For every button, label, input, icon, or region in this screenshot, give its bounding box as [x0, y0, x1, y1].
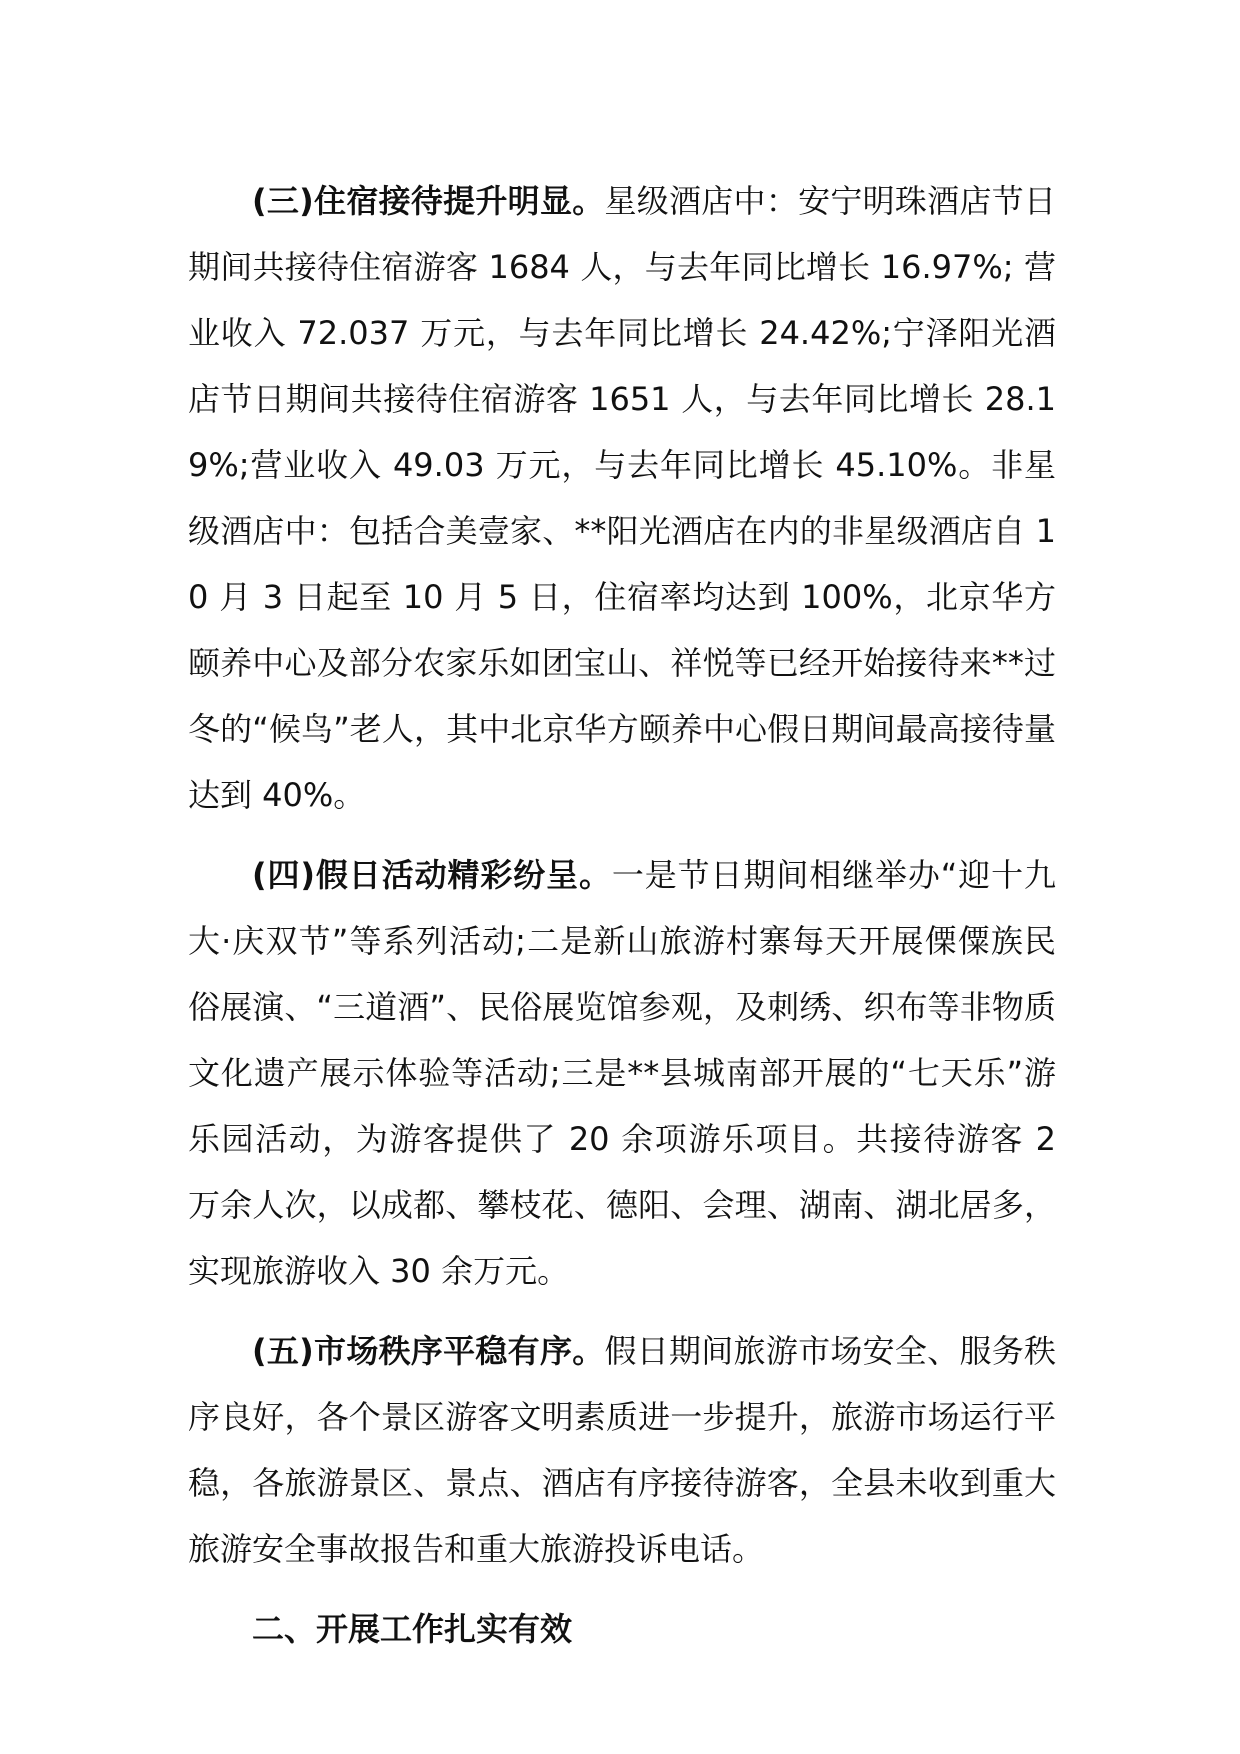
paragraph-body: 一是节日期间相继举办“迎十九大·庆双节”等系列活动;二是新山旅游村寨每天开展傈僳族民俗展演、“三道酒”、民俗展览馆参观，及刺绣、织布等非物质文化遗产展示体验等活动;三是**县城南部开展的“七天乐”游乐园活动，为游客提供了 20 余项游乐项目。共接待游客 2 万余人次，以成都、攀枝花、德阳、会理、湖南、湖北居多，实现旅游收入 30 余万元。	[188, 856, 1056, 1290]
paragraph-body: 星级酒店中：安宁明珠酒店节日期间共接待住宿游客 1684 人，与去年同比增长 16.97%; 营业收入 72.037 万元，与去年同比增长 24.42%;宁泽阳光酒店节日期间共接待住宿游客 1651 人，与去年同比增长 28.19%;营业收入 49.03 万元，与去年同比增长 45.10%。非星级酒店中：包括合美壹家、**阳光酒店在内的非星级酒店自 10 月 3 日起至 10 月 5 日，住宿率均达到 100%，北京华方颐养中心及部分农家乐如团宝山、祥悦等已经开始接待来**过冬的“候鸟”老人，其中北京华方颐养中心假日期间最高接待量达到 40%。	[188, 182, 1056, 814]
section-title: 二、开展工作扎实有效	[252, 1610, 573, 1648]
document-page	[188, 168, 1056, 1662]
paragraph-heading: (三)住宿接待提升明显。	[252, 182, 605, 220]
paragraph-body: 假日期间旅游市场安全、服务秩序良好，各个景区游客文明素质进一步提升，旅游市场运行平稳，各旅游景区、景点、酒店有序接待游客，全县未收到重大旅游安全事故报告和重大旅游投诉电话。	[188, 1332, 1056, 1568]
paragraph-heading: (五)市场秩序平稳有序。	[252, 1332, 605, 1370]
paragraph-accommodation	[188, 168, 1056, 828]
paragraph-heading: (四)假日活动精彩纷呈。	[252, 856, 612, 894]
paragraph-market-order	[188, 1318, 1056, 1582]
paragraph-holiday-activities	[188, 842, 1056, 1304]
